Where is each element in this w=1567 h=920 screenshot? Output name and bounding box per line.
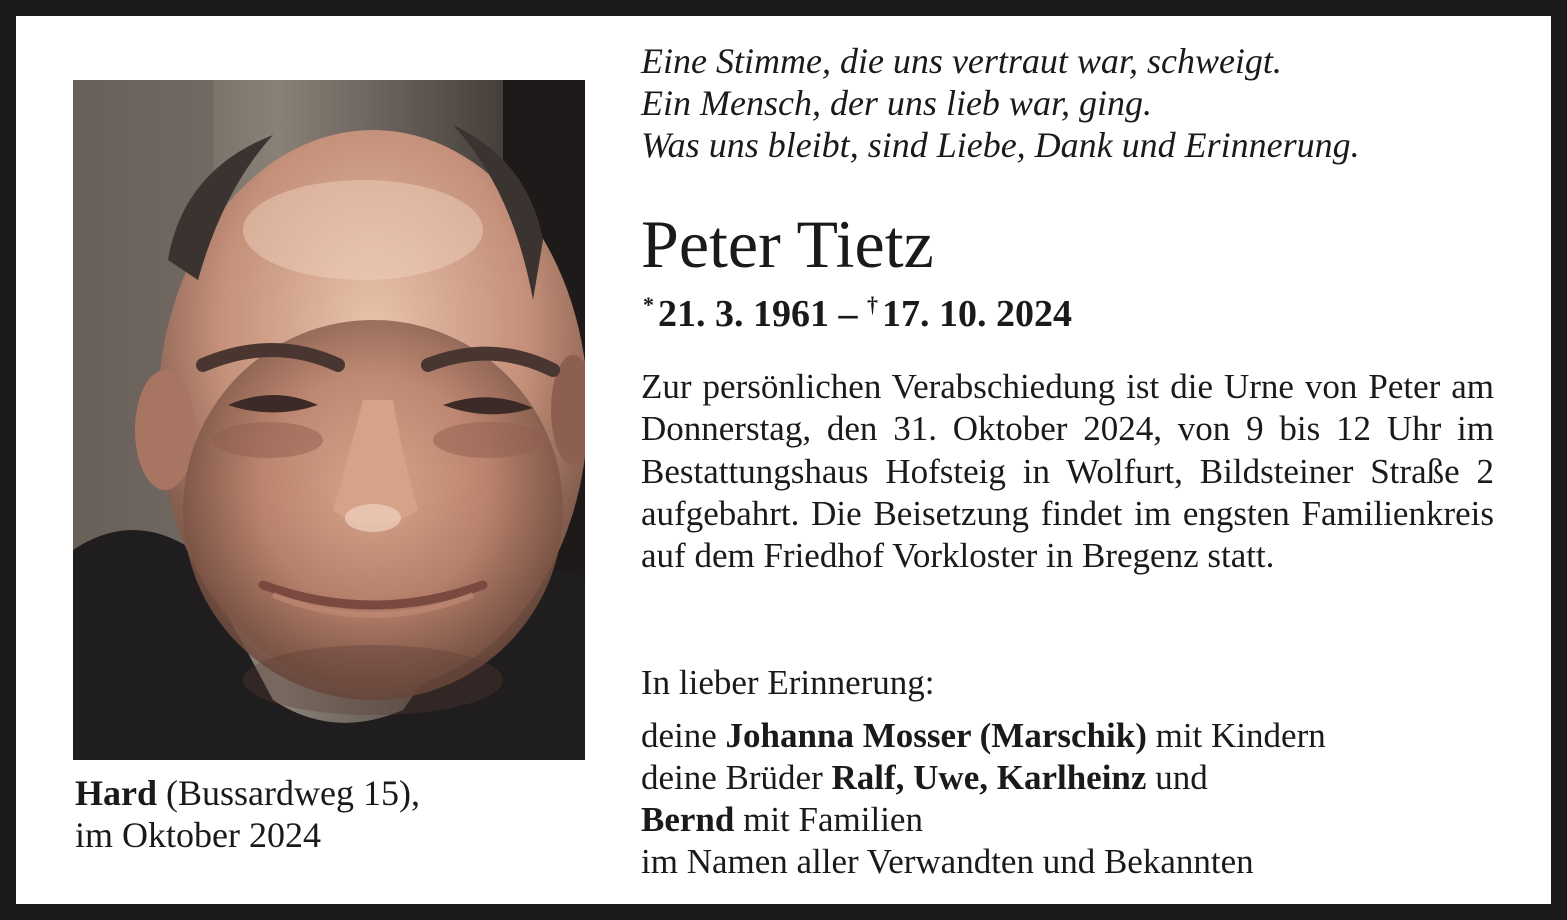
caption-town: Hard (75, 773, 158, 813)
portrait-photo (73, 80, 585, 760)
mourner-2-suffix: und (1155, 758, 1208, 797)
caption-address: (Bussardweg 15), (166, 773, 420, 813)
mourner-2-names: Ralf, Uwe, Karlheinz (831, 758, 1147, 797)
poem-line-3: Was uns bleibt, sind Liebe, Dank und Erinnerung. (641, 125, 1360, 165)
mourner-line-1 (641, 715, 1521, 757)
mourner-line-4: im Namen aller Verwandten und Bekannten (641, 842, 1254, 881)
death-date: 17. 10. 2024 (882, 293, 1072, 335)
residence-caption (75, 772, 595, 856)
poem (641, 40, 1494, 166)
mourner-3-name: Bernd (641, 800, 735, 839)
mourner-3-suffix: mit Familien (743, 800, 923, 839)
deceased-name: Peter Tietz (641, 206, 934, 282)
poem-line-2: Ein Mensch, der uns lieb war, ging. (641, 83, 1152, 123)
mourner-line-2 (641, 757, 1521, 799)
mourner-1-suffix: mit Kindern (1155, 716, 1326, 755)
caption-line-1 (75, 772, 595, 814)
poem-block (641, 40, 1494, 166)
mourner-line-3 (641, 799, 1521, 841)
memory-label: In lieber Erinnerung: (641, 663, 935, 702)
mourner-1-prefix: deine (641, 716, 717, 755)
caption-date: im Oktober 2024 (75, 815, 321, 855)
mourner-1-name: Johanna Mosser (Marschik) (725, 716, 1147, 755)
mourner-2-prefix: deine Brüder (641, 758, 823, 797)
date-separator: – (838, 293, 858, 335)
announcement-text: Zur persönlichen Verabschiedung ist die Urne von Peter am Donnerstag, den 31. Oktober 2024, von 9 bis 12 Uhr im Bestattungshaus Hofsteig in Wolfurt, Bildsteiner Straße 2 aufgebahrt. Die Beisetzung findet im engsten Familienkreis auf dem Friedhof Vorkloster in Bregenz statt. (641, 367, 1494, 576)
death-symbol: † (867, 292, 878, 317)
birth-symbol: * (643, 292, 654, 317)
life-dates (643, 282, 1072, 337)
mourners-list (641, 715, 1521, 883)
poem-line-1: Eine Stimme, die uns vertraut war, schweigt. (641, 41, 1282, 81)
birth-date: 21. 3. 1961 (658, 293, 829, 335)
